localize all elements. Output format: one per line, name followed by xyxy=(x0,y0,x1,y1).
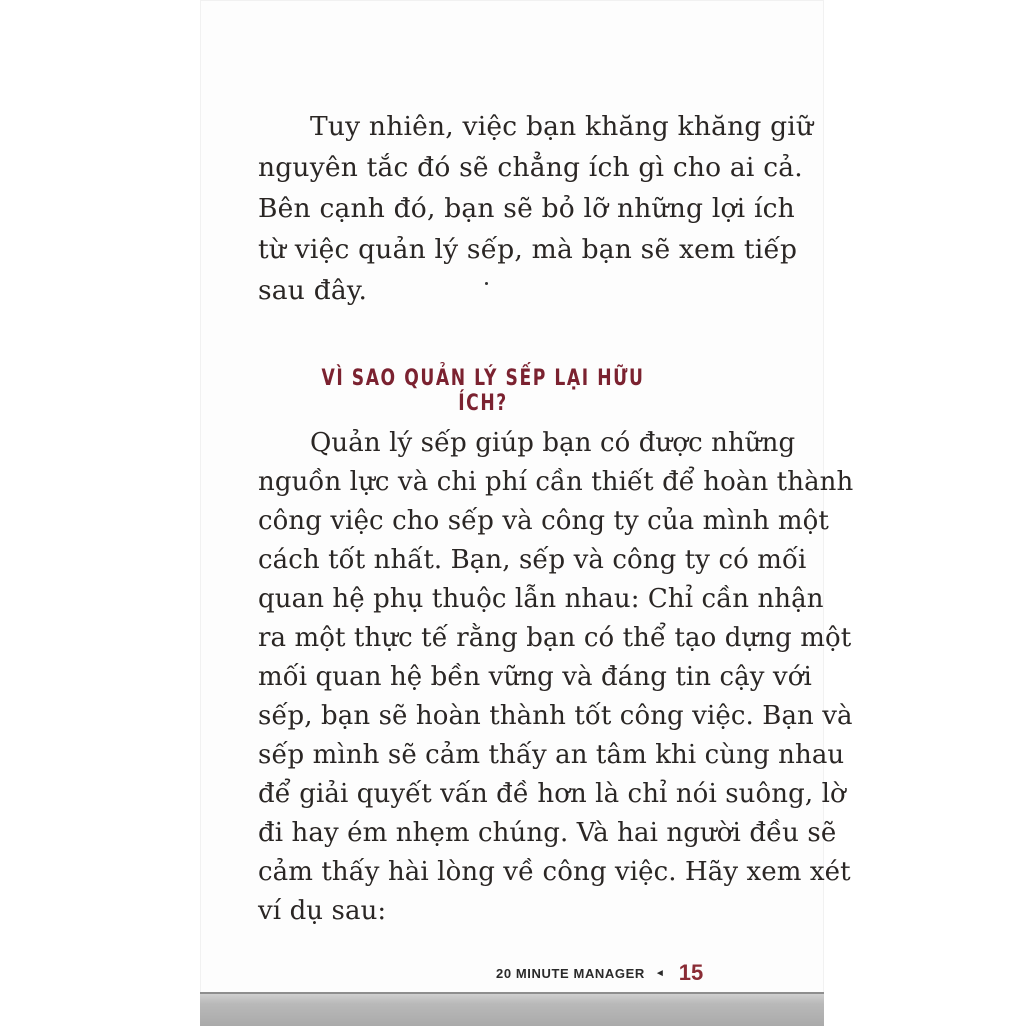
paragraph-line: cảm thấy hài lòng về công việc. Hãy xem xét xyxy=(258,857,851,887)
page-number: 15 xyxy=(678,960,704,985)
paragraph-line: nguyên tắc đó sẽ chẳng ích gì cho ai cả. xyxy=(258,152,803,183)
paragraph-line: sau đây. xyxy=(258,275,368,306)
paragraph-line: từ việc quản lý sếp, mà bạn sẽ xem tiếp xyxy=(258,234,798,265)
page-footer xyxy=(496,958,714,988)
paragraph-2 xyxy=(258,424,854,931)
paragraph-line: Bên cạnh đó, bạn sẽ bỏ lỡ những lợi ích xyxy=(258,193,795,224)
paragraph-1 xyxy=(258,106,814,311)
page-bottom-edge xyxy=(200,992,824,1026)
paragraph-line: sếp, bạn sẽ hoàn thành tốt công việc. Bạn và xyxy=(258,701,853,731)
paragraph-line: Tuy nhiên, việc bạn khăng khăng giữ xyxy=(310,111,814,142)
paragraph-line: cách tốt nhất. Bạn, sếp và công ty có mối xyxy=(258,545,807,575)
paragraph-line: ra một thực tế rằng bạn có thể tạo dựng một xyxy=(258,623,852,653)
book-title: 20 MINUTE MANAGER xyxy=(496,965,645,981)
section-heading: VÌ SAO QUẢN LÝ SẾP LẠI HỮU ÍCH? xyxy=(321,366,645,416)
paragraph-line: ví dụ sau: xyxy=(258,896,387,926)
paragraph-line: để giải quyết vấn đề hơn là chỉ nói suông, lờ xyxy=(258,779,846,809)
arrow-left-icon: ◄ xyxy=(654,967,665,979)
paragraph-line: quan hệ phụ thuộc lẫn nhau: Chỉ cần nhận xyxy=(258,584,824,614)
paragraph-line: mối quan hệ bền vững và đáng tin cậy với xyxy=(258,662,812,692)
paragraph-line: nguồn lực và chi phí cần thiết để hoàn thành xyxy=(258,467,854,497)
paragraph-line: Quản lý sếp giúp bạn có được những xyxy=(310,428,796,458)
paragraph-line: sếp mình sẽ cảm thấy an tâm khi cùng nhau xyxy=(258,740,845,770)
paragraph-line: công việc cho sếp và công ty của mình một xyxy=(258,506,829,536)
paragraph-line: đi hay ém nhẹm chúng. Và hai người đều sẽ xyxy=(258,818,837,848)
